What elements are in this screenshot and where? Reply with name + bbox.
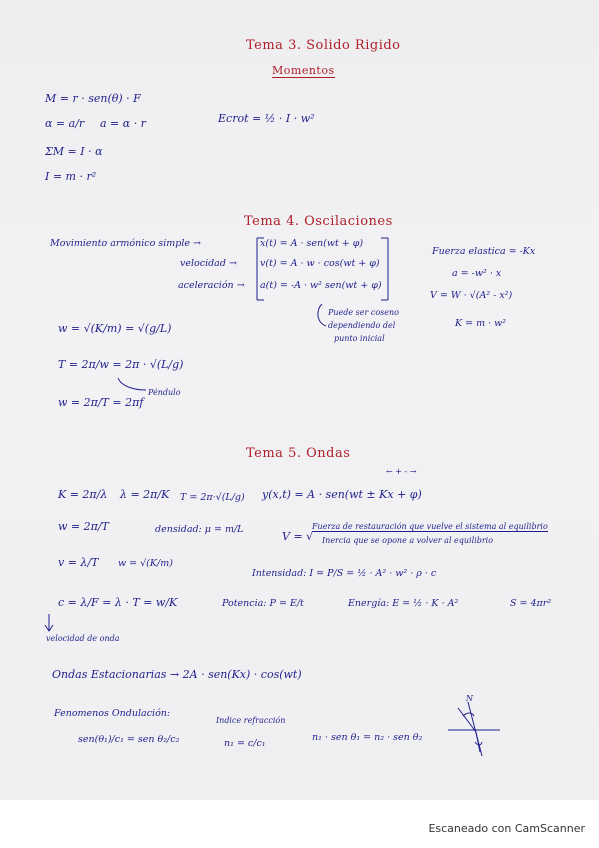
fenomenos-ondulacion: Fenomenos Ondulación:: [54, 708, 171, 719]
eq-period: T = 2π/w = 2π · √(L/g): [58, 358, 184, 371]
eq-k-wave: K = 2π/λ: [58, 488, 108, 501]
eq-w-km: w = √(K/m): [118, 558, 173, 569]
densidad: densidad: μ = m/L: [155, 524, 244, 535]
velocidad-de-onda: velocidad de onda: [46, 634, 120, 643]
note-line2: dependiendo del: [328, 321, 396, 330]
indice-refraccion-label: Indice refracción: [216, 716, 286, 725]
eq-torque: M = r · sen(θ) · F: [45, 92, 141, 105]
refraction-diagram: [448, 702, 500, 756]
v-denominator: Inercia que se opone a volver al equilibrio: [322, 536, 494, 545]
mas-eq: x(t) = A · sen(wt + φ): [260, 238, 364, 249]
section4-title: Tema 4. Oscilaciones: [244, 214, 393, 229]
eq-c: c = λ/F = λ · T = w/K: [58, 596, 178, 609]
down-arrow: [45, 614, 53, 631]
wave-direction-arrows: ← + - →: [386, 467, 417, 476]
mas-bracket: [257, 238, 388, 300]
pendulo-label: Péndulo: [148, 388, 181, 397]
eq-v: V = W · √(A² - x²): [430, 290, 513, 301]
camscanner-watermark: Escaneado con CamScanner: [428, 822, 585, 835]
vel-label: velocidad →: [180, 258, 237, 269]
pendulo-arrow: [118, 378, 146, 390]
note-line3: punto inicial: [334, 334, 385, 343]
eq-w-T: w = 2π/T: [58, 520, 109, 533]
fuerza-elastica: Fuerza elastica = -Kx: [432, 246, 536, 257]
intensidad: Intensidad: I = P/S = ½ · A² · w² · ρ · c: [252, 568, 437, 579]
eq-w-2pi: w = 2π/T = 2πf: [58, 396, 144, 409]
snell-ratio: sen(θ₁)/c₁ = sen θ₂/c₂: [78, 734, 180, 745]
eq-lambda: λ = 2π/K: [120, 488, 170, 501]
acc-label: aceleración →: [178, 280, 245, 291]
note-arrow: [318, 304, 326, 326]
mas-label: Movimiento armónico simple →: [50, 238, 201, 249]
eq-inertia: I = m · r²: [45, 170, 97, 183]
eq-sphere-area: S = 4πr²: [510, 598, 552, 609]
energia: Energía: E = ½ · K · A²: [348, 598, 459, 609]
eq-v-lambda: v = λ/T: [58, 556, 99, 569]
snell-law: n₁ · sen θ₁ = n₂ · sen θ₂: [312, 732, 423, 743]
eq-accel: a = α · r: [100, 117, 146, 130]
acc-eq: a(t) = -A · w² sen(wt + φ): [260, 280, 382, 291]
eq-k: K = m · w²: [455, 318, 507, 329]
indice-refraccion-eq: n₁ = c/c₁: [224, 738, 266, 749]
eq-alpha: α = a/r: [45, 117, 85, 130]
ondas-estacionarias: Ondas Estacionarias → 2A · sen(Kx) · cos(wt): [52, 668, 302, 681]
eq-V-sqrt: V = √: [282, 530, 314, 543]
eq-a: a = -w² · x: [452, 268, 502, 279]
eq-w-sqrt: w = √(K/m) = √(g/L): [58, 322, 172, 335]
section3-subtitle: Momentos: [272, 64, 335, 77]
eq-summ: ΣM = I · α: [45, 145, 103, 158]
diagram-normal-label: N: [466, 694, 473, 703]
potencia: Potencia: P = E/t: [222, 598, 304, 609]
eq-T-pendulum: T = 2π·√(L/g): [180, 492, 245, 503]
eq-wave-function: y(x,t) = A · sen(wt ± Kx + φ): [262, 488, 422, 501]
note-line1: Puede ser coseno: [328, 308, 399, 317]
scan-footer: [0, 800, 599, 848]
section3-title: Tema 3. Solido Rigido: [246, 38, 401, 53]
vel-eq: v(t) = A · w · cos(wt + φ): [260, 258, 380, 269]
section5-title: Tema 5. Ondas: [246, 446, 351, 461]
v-numerator: Fuerza de restauración que vuelve el sistema al equilibrio: [312, 522, 548, 531]
eq-ecrot: Ecrot = ½ · I · w²: [218, 112, 315, 125]
